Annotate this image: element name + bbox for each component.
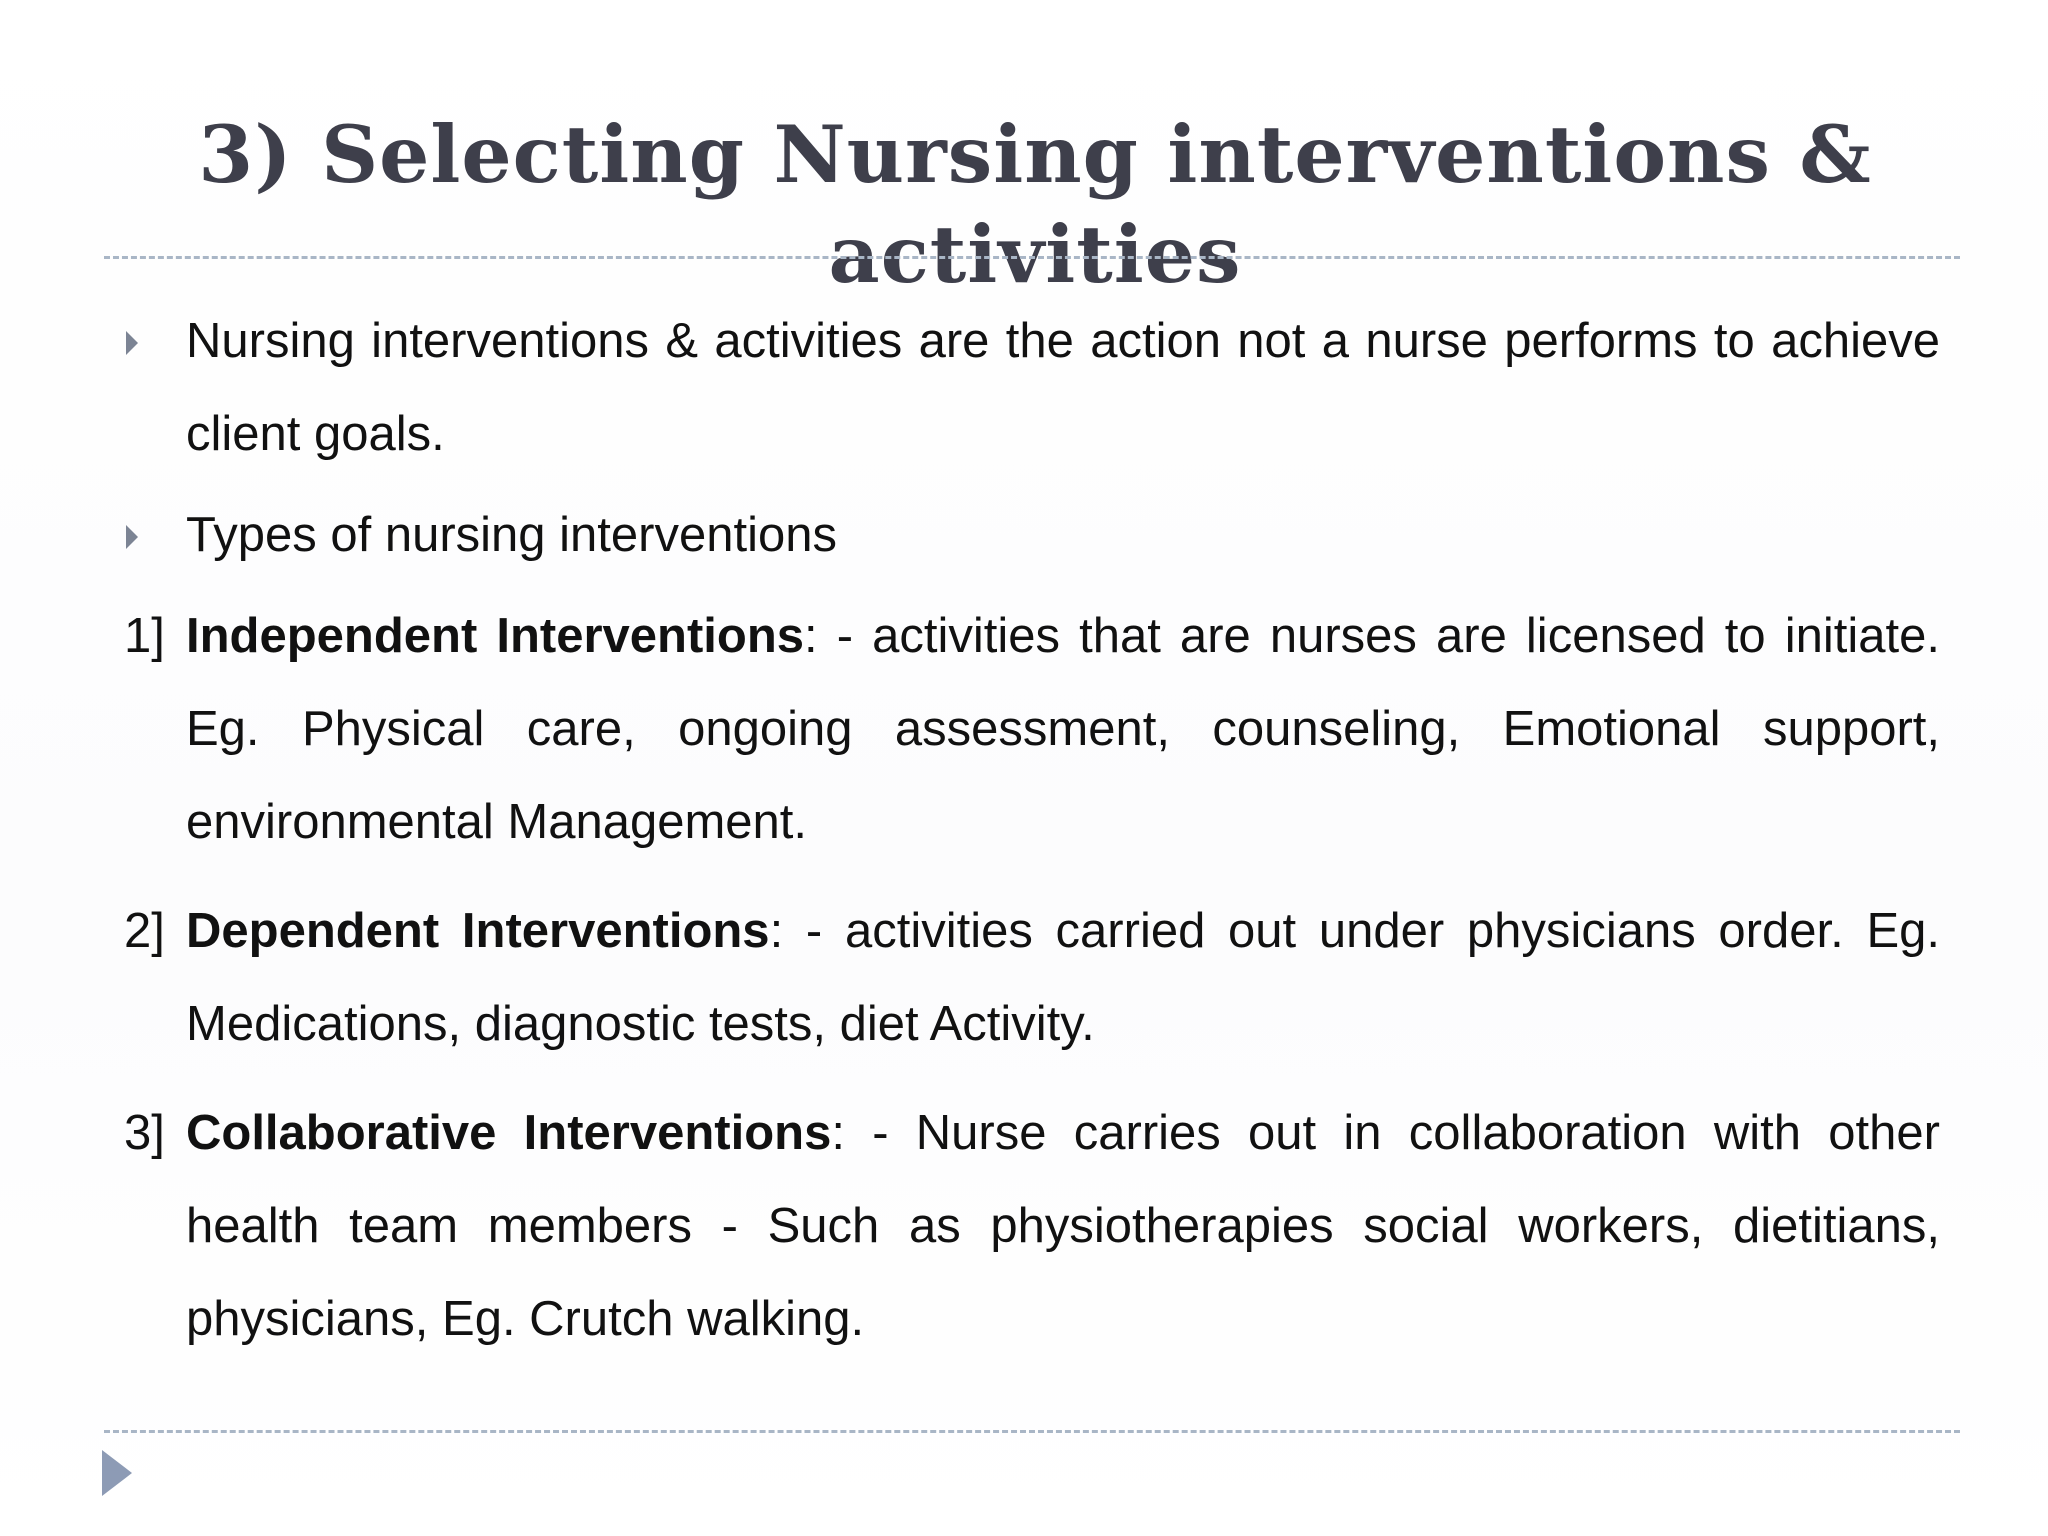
intervention-description: : - Nurse carries out in collaboration with other health team members - Such as physiotherapies social workers, dietitians, physicians, Eg. Crutch walking. [186, 1106, 1940, 1346]
intervention-type-collaborative [120, 1087, 1940, 1366]
list-number: 3] [124, 1106, 165, 1160]
slide-title-line-1: 3) Selecting Nursing interventions & [198, 107, 1872, 201]
next-slide-arrow-icon[interactable] [102, 1450, 132, 1496]
list-number: 2] [124, 904, 165, 958]
list-number: 1] [124, 609, 165, 663]
intervention-term: Collaborative Interventions [186, 1106, 832, 1160]
intervention-description: : - activities that are nurses are licensed to initiate. Eg. Physical care, ongoing assessment, counseling, Emotional support, environmental Management. [186, 609, 1940, 849]
intervention-term: Independent Interventions [186, 609, 805, 663]
bullet-triangle-icon [126, 525, 138, 549]
top-divider [104, 256, 1960, 259]
intervention-term: Dependent Interventions [186, 904, 770, 958]
slide-body [120, 295, 1940, 1382]
bullet-item-definition [120, 295, 1940, 481]
intervention-type-independent [120, 590, 1940, 869]
bullet-item-types [120, 489, 1940, 582]
bullet-triangle-icon [126, 331, 138, 355]
bottom-divider [104, 1430, 1960, 1433]
intervention-description: : - activities carried out under physicians order. Eg. Medications, diagnostic tests, diet Activity. [186, 904, 1940, 1051]
intervention-type-dependent [120, 885, 1940, 1071]
bullet-text: Types of nursing interventions [186, 508, 837, 562]
slide-title-line-2: activities [828, 207, 1242, 301]
bullet-text: Nursing interventions & activities are the action not a nurse performs to achieve client goals. [186, 314, 1940, 461]
slide-title [140, 105, 1930, 305]
